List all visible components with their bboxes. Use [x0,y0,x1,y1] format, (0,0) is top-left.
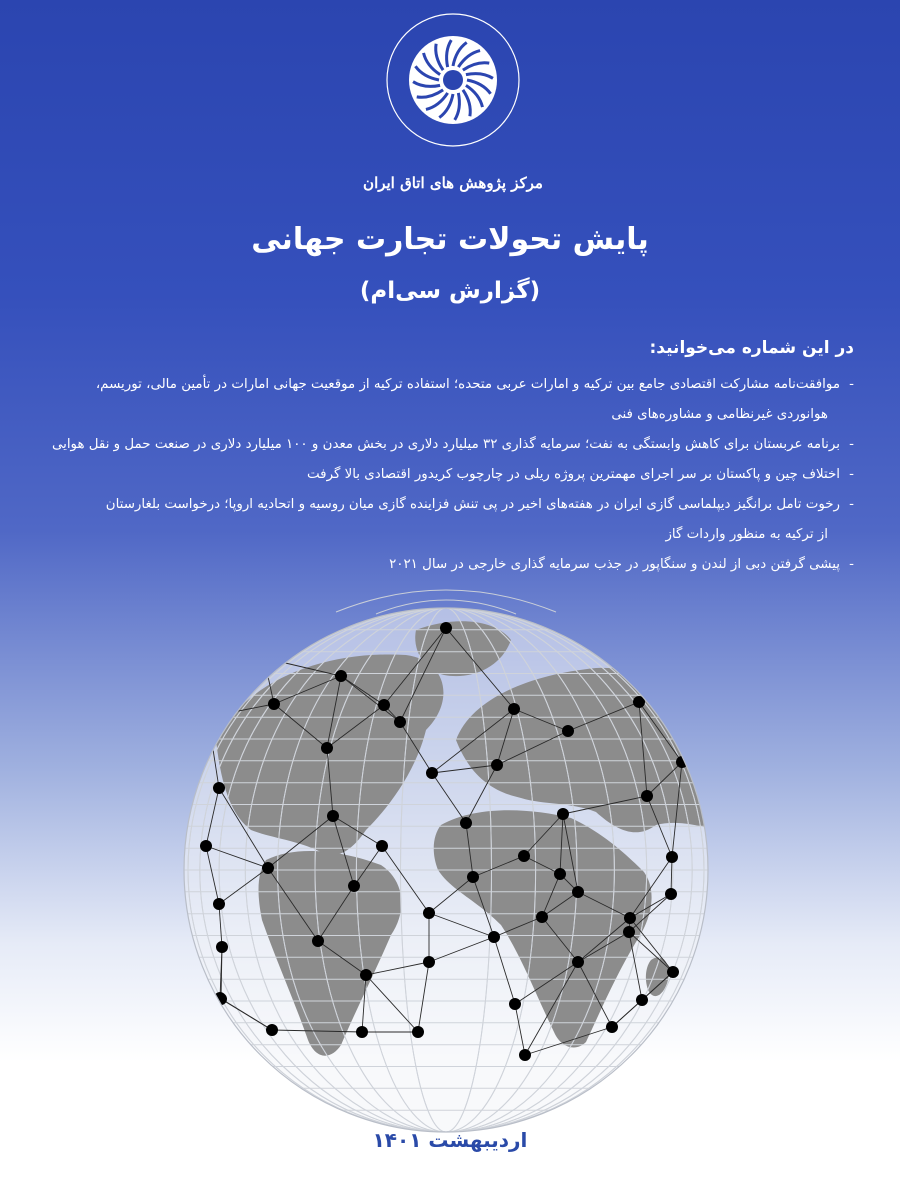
network-node [508,703,520,715]
toc-heading: در این شماره می‌خوانید: [649,338,854,358]
network-node [348,880,360,892]
network-node [360,969,372,981]
network-node [262,862,274,874]
toc-item-text: برنامه عربستان برای کاهش وابستگی به نفت؛ سرمایه گذاری ۳۲ میلیارد دلاری در بخش معدن و ۱۰۰ میلیارد دلاری در صنعت حمل و نقل هوایی [51,437,840,452]
network-node [423,956,435,968]
network-node [356,1026,368,1038]
network-node [460,817,472,829]
toc-item-continuation: از ترکیه به منظور واردات گاز [665,527,828,542]
toc-item: - رخوت تامل برانگیز دیپلماسی گازی ایران در هفته‌های اخیر در پی تنش فزاینده گازی میان روسیه و اتحادیه اروپا؛ درخواست بلغارستان از ترکیه به منظور واردات گاز [34,490,854,550]
network-node [266,1024,278,1036]
logo-brand-name: مرکز پژوهش های اتاق ایران [363,174,543,192]
network-node [491,759,503,771]
network-node [202,711,214,723]
network-node [335,670,347,682]
toc-item-text: موافقت‌نامه مشارکت اقتصادی جامع بین ترکیه و امارات عربی متحده؛ استفاده ترکیه از موقعیت جهانی امارات در تأمین مالی، توریسم، [95,377,840,392]
network-node [376,840,388,852]
network-node [268,698,280,710]
network-node [624,912,636,924]
network-node [200,840,212,852]
network-node [667,966,679,978]
report-title: پایش تحولات تجارت جهانی [251,222,649,257]
toc-item: - اختلاف چین و پاکستان بر سر اجرای مهمترین پروژه ریلی در چارچوب کریدور اقتصادی بالا گرفت [307,467,854,482]
network-node [665,888,677,900]
network-node [378,699,390,711]
network-node [467,871,479,883]
report-subtitle: (گزارش سی‌ام) [359,278,541,304]
toc-item-text: اختلاف چین و پاکستان بر سر اجرای مهمترین پروژه ریلی در چارچوب کریدور اقتصادی بالا گرفت [307,467,840,482]
network-node [216,941,228,953]
network-node [213,782,225,794]
toc-item-continuation: هوانوردی غیرنظامی و مشاوره‌های فنی [611,407,828,422]
network-node [554,868,566,880]
network-node [423,907,435,919]
network-node [312,935,324,947]
table-of-contents [34,338,854,580]
network-node [488,931,500,943]
network-node [572,886,584,898]
network-node [572,956,584,968]
network-node [562,725,574,737]
network-node [412,1026,424,1038]
network-node [258,652,270,664]
network-node [426,767,438,779]
network-node [440,622,452,634]
toc-list [34,370,854,580]
toc-item: - پیشی گرفتن دبی از لندن و سنگاپور در جذب سرمایه گذاری خارجی در سال ۲۰۲۱ [389,557,854,572]
toc-item: - برنامه عربستان برای کاهش وابستگی به نفت؛ سرمایه گذاری ۳۲ میلیارد دلاری در بخش معدن و ۱۰۰ میلیارد دلاری در صنعت حمل و نقل هوایی [51,437,854,452]
publication-date: اردیبهشت ۱۴۰۱ [372,1128,528,1152]
toc-item-text: رخوت تامل برانگیز دیپلماسی گازی ایران در هفته‌های اخیر در پی تنش فزاینده گازی میان روسیه و اتحادیه اروپا؛ درخواست بلغارستان [105,497,840,512]
network-node [321,742,333,754]
network-node [557,808,569,820]
network-node [636,994,648,1006]
network-node [509,998,521,1010]
network-node [394,716,406,728]
chamber-logo [363,10,543,200]
network-node [327,810,339,822]
toc-item-text: پیشی گرفتن دبی از لندن و سنگاپور در جذب سرمایه گذاری خارجی در سال ۲۰۲۱ [389,557,840,572]
network-node [641,790,653,802]
network-node [606,1021,618,1033]
network-node [519,1049,531,1061]
network-globe-illustration [176,590,716,1150]
network-node [213,898,225,910]
toc-item: - موافقت‌نامه مشارکت اقتصادی جامع بین ترکیه و امارات عربی متحده؛ استفاده ترکیه از موقعیت جهانی امارات در تأمین مالی، توریسم، هوانوردی غیرنظامی و مشاوره‌های فنی [34,370,854,430]
network-node [666,851,678,863]
network-node [623,926,635,938]
network-node [518,850,530,862]
network-node [536,911,548,923]
